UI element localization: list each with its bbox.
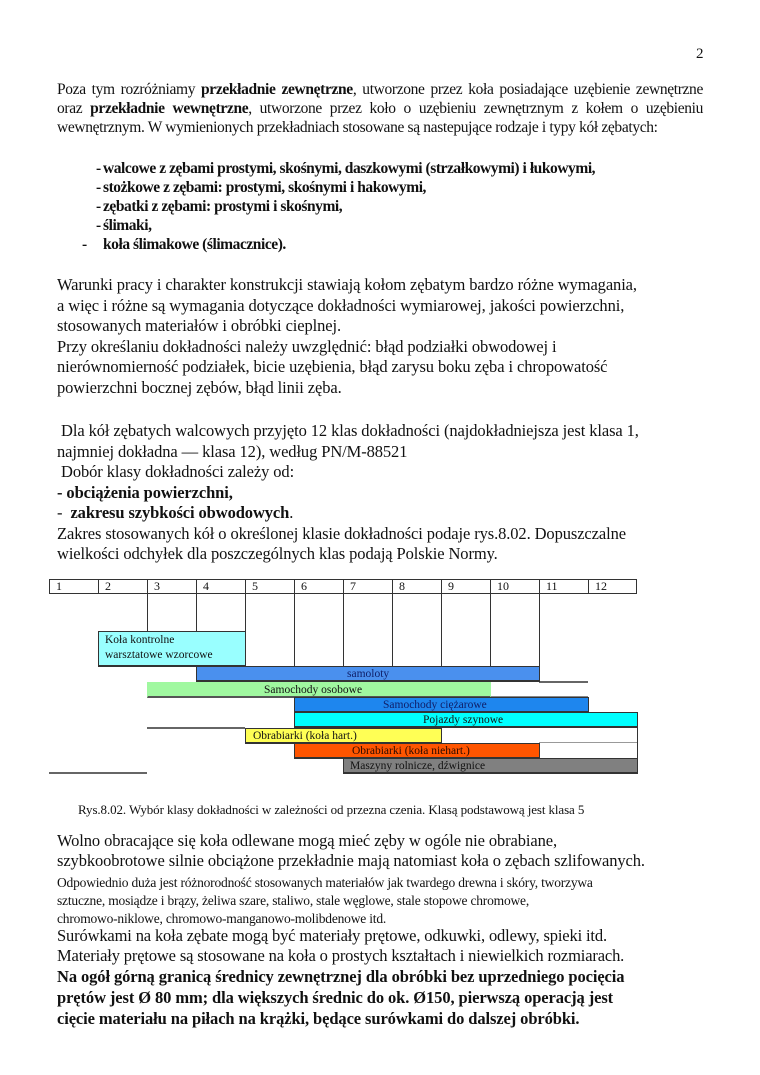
intro-text-2: , utworzone przez koła posiadające uzębienie zewnętrzne oraz (57, 81, 703, 117)
grid-line (343, 594, 344, 666)
text-line: a więc i różne są wymagania dotyczące dokładności wymiarowej, jakości powierzchni, (57, 295, 625, 315)
term-internal-gears: przekładnie wewnętrzne (90, 100, 249, 117)
bar-aircraft (196, 666, 540, 682)
text-line: stosowanych materiałów i obróbki cieplnej. (57, 316, 342, 335)
list-dash: - (96, 217, 101, 234)
grid-line (196, 594, 197, 632)
list-item (57, 197, 717, 216)
list-dash: - (96, 160, 101, 177)
class-header-5: 5 (245, 579, 295, 594)
list-item (57, 178, 717, 197)
bar-label: Maszyny rolnicze, dźwignice (350, 760, 486, 772)
class-header-6: 6 (294, 579, 344, 594)
bar-rail-vehicles (294, 712, 638, 728)
list-dash: - (96, 179, 101, 196)
text-line: Wolno obracające się koła odlewane mogą mieć zęby w ogóle nie obrabiane, (57, 831, 558, 850)
period: . (289, 503, 294, 522)
text-line: Przy określaniu dokładności należy uwzględnić: błąd podziałki obwodowej i (57, 336, 557, 356)
factor-speed-line (57, 503, 727, 524)
factor-load: - obciążenia powierzchni, (57, 482, 233, 502)
text-line: prętów jest Ø 80 mm; dla większych średnic do ok. Ø150, pierwszą operacją jest (57, 988, 614, 1007)
list-dash: - (82, 236, 87, 253)
cutting-paragraph (57, 966, 624, 1029)
bar-machine-tools-unhardened (294, 743, 540, 759)
text-line: Na ogół górną granicą średnicy zewnętrznej dla obróbki bez uprzedniego pocięcia (57, 967, 625, 986)
text-line: Surówkami na koła zębate mogą być materiały prętowe, odkuwki, odlewy, spieki itd. (57, 926, 607, 945)
list-item-text: zębatki z zębami: prostymi i skośnymi, (103, 198, 343, 215)
class-header-3: 3 (147, 579, 197, 594)
intro-paragraph (57, 80, 703, 137)
text-line: Odpowiednio duża jest różnorodność stosowanych materiałów jak twardego drewna i skóry, tworzywa (57, 875, 593, 890)
factor-speed: zakresu szybkości obwodowych (70, 503, 290, 522)
text-line: szybkoobrotowe silnie obciążone przekładnie mają natomiast koła o zębach szlifowanych. (57, 851, 645, 870)
bar-machine-tools-hardened (245, 728, 442, 744)
bar-label: samoloty (347, 668, 390, 680)
intro-text-1: Poza tym rozróżniamy (57, 81, 202, 98)
list-dash: - (57, 503, 71, 522)
finishing-paragraph (57, 831, 645, 871)
gear-types-list (57, 159, 717, 254)
grid-line (147, 594, 148, 632)
text-line: nierównomierność podziałek, bicie uzębienia, błąd zarysu boku zęba i chropowatość (57, 357, 608, 376)
separator-line (539, 742, 637, 743)
term-external-gears: przekładnie zewnętrzne (201, 81, 353, 98)
blanks-paragraph (57, 926, 624, 966)
bar-control-gears (98, 631, 246, 667)
bar-trucks (294, 697, 589, 713)
class-header-11: 11 (539, 579, 589, 594)
list-dash: - (96, 198, 101, 215)
list-item-text: ślimaki, (103, 217, 152, 234)
text-line: Materiały prętowe są stosowane na koła o prostych kształtach i niewielkich rozmiarach. (57, 946, 625, 965)
grid-line (490, 594, 491, 666)
text-line: chromowo-niklowe, chromowo-manganowo-molibdenowe itd. (57, 911, 387, 926)
class-header-10: 10 (490, 579, 540, 594)
separator-line (49, 772, 147, 774)
separator-line (147, 696, 294, 698)
materials-paragraph (57, 874, 593, 928)
list-item (57, 216, 717, 235)
bar-label: Samochody ciężarowe (383, 699, 487, 711)
list-item-text: stożkowe z zębami: prostymi, skośnymi i hakowymi, (103, 179, 426, 196)
grid-line (245, 594, 246, 666)
text-line: najmniej dokładna — klasa 12), według PN/M-88521 (57, 441, 408, 461)
bar-label: Pojazdy szynowe (423, 714, 504, 726)
separator-line (147, 727, 245, 729)
grid-line (294, 594, 295, 666)
text-line: Warunki pracy i charakter konstrukcji stawiają kołom zębatym bardzo różne wymagania, (57, 275, 637, 294)
text-line: Zakres stosowanych kół o określonej klasie dokładności podaje rys.8.02. Dopuszczalne (57, 523, 626, 543)
bar-label: warsztatowe wzorcowe (105, 649, 213, 661)
figure-caption: Rys.8.02. Wybór klasy dokładności w zależności od przezna czenia. Klasą podstawową jest klasa 5 (78, 802, 585, 817)
class-header-2: 2 (98, 579, 148, 594)
bar-label: Obrabiarki (koła niehart.) (352, 745, 470, 757)
list-item (57, 235, 717, 254)
bar-label: Obrabiarki (koła hart.) (253, 730, 357, 742)
class-header-1: 1 (49, 579, 99, 594)
text-line: Dla kół zębatych walcowych przyjęto 12 klas dokładności (najdokładniejsza jest klasa 1, (57, 421, 639, 440)
text-line: powierzchni bocznej zębów, błąd linii zęba. (57, 377, 342, 397)
grid-line (539, 594, 540, 666)
list-item (57, 159, 717, 178)
list-item-text: koła ślimakowe (ślimacznice). (103, 236, 286, 253)
bar-label: Koła kontrolne (105, 634, 175, 646)
page-number: 2 (696, 46, 704, 62)
requirements-paragraph (57, 275, 727, 398)
class-header-4: 4 (196, 579, 246, 594)
class-header-9: 9 (441, 579, 491, 594)
grid-line (637, 712, 638, 774)
text-line: cięcie materiału na piłach na krążki, będące surówkami do dalszej obróbki. (57, 1009, 580, 1028)
intro-text-3: , utworzone przez koło o uzębieniu zewnętrznym z kołem o uzębieniu wewnętrznym. W wymienionych przekładniach stosowane są nastepujące rodzaje i typy kół zębatych: (57, 100, 703, 136)
bar-passenger-cars (147, 682, 491, 698)
separator-line (441, 727, 637, 728)
separator-line (539, 681, 588, 683)
list-item-text: walcowe z zębami prostymi, skośnymi, daszkowymi (strzałkowymi) i łukowymi, (103, 160, 596, 177)
separator-line (490, 696, 588, 697)
grid-line (441, 594, 442, 666)
text-line: wielkości odchyłek dla poszczególnych klas podają Polskie Normy. (57, 544, 498, 563)
bar-agricultural-machines (343, 758, 638, 774)
class-header-12: 12 (588, 579, 637, 594)
accuracy-paragraph (57, 421, 727, 565)
grid-line (392, 594, 393, 666)
class-header-7: 7 (343, 579, 393, 594)
bar-label: Samochody osobowe (264, 684, 363, 696)
text-line: sztuczne, mosiądze i brązy, żeliwa szare, staliwo, stale węglowe, stale stopowe chromowe, (57, 893, 530, 908)
class-header-8: 8 (392, 579, 442, 594)
text-line: Dobór klasy dokładności zależy od: (57, 462, 295, 481)
